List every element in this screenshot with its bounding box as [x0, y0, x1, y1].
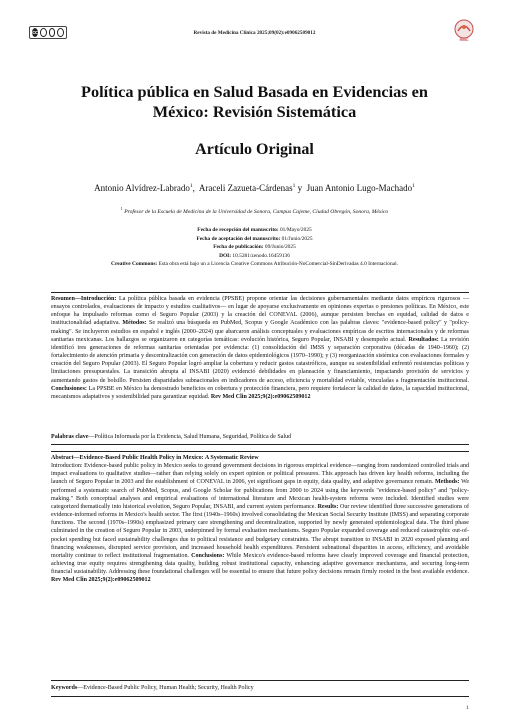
abstract-intro: Introduction: Evidence-based public policy in Mexico seeks to ground government decisions in rigorous empirical evidence—ranging from randomized controlled trials and impact evaluations to qualitative studies—rather than relying solely on expert opinion or political pressures. This approach has driven key health reforms, including the launch of Seguro Popular in 2003 and the establishment of CONEVAL in 2006, yet significant gaps in equity, data quality, and adaptive governance remain. [51, 463, 469, 486]
conclusiones-heading: Conclusiones: [51, 385, 87, 392]
abstract-conclusions: While Mexico's evidence-based reforms have clearly improved coverage and financial protection, achieving true equity requires strengthening data quality, building robust institutional capacity, enhancing adaptive governance mechanisms, and securing long-term financial sustainability. Addressing these foundational challenges will be essential to ensure that future policy decisions remain firmly rooted in the best available evidence. [51, 552, 469, 576]
author-separator: y [295, 183, 307, 193]
methods-heading: Methods: [433, 479, 460, 486]
author-affiliation-mark: 1 [189, 183, 193, 189]
date-published [0, 243, 509, 252]
resumen-citation: Rev Med Clin 2025;9(2):e09062509012 [209, 393, 311, 400]
page-number: 1 [466, 705, 469, 711]
date-value: 01/Mayo/2025 [278, 227, 312, 233]
divider [51, 451, 469, 452]
divider [51, 696, 469, 697]
author-list [30, 183, 479, 193]
article-title [30, 82, 479, 121]
date-label: Fecha de publicación: [213, 244, 264, 251]
date-label: Fecha de recepción del manuscrito: [197, 227, 279, 233]
resumen-conclusiones: La PPSBE en México ha demostrado beneficios en cobertura y protección financiera, pero requiere fortalecer la calidad de datos, la capacidad institucional, mecanismos adaptativos y sostenibilidad para garantizar equidad. [51, 385, 469, 400]
keywords-label: Keywords [51, 685, 78, 691]
author-separator: , [192, 183, 199, 193]
affiliation [30, 206, 479, 215]
abstract-citation: Rev Med Clin 2025;9(2):e09062509012 [51, 577, 151, 584]
title-line-2: México: Revisión Sistemática [152, 101, 357, 121]
journal-header: Revista de Medicina Clínica 2025;09(02):e09062509012 [193, 30, 316, 36]
affiliation-mark: 1 [120, 206, 123, 211]
resultados-heading: Resultados: [406, 336, 439, 343]
abstract-methods: We performed a systematic search of PubMed, Scopus, and Google Scholar for publications from 2000 to 2024 using the keywords "evidence-based policy" and "policy-making." Both conceptual analyses and empirical evaluations of international literature and Mexican health-system reforms were included. Identified studies were categorized thematically into historical evolution, Seguro Popular, INSABI, and current system performance. [51, 479, 469, 510]
resumen-metodos: Se realizó una búsqueda en PubMed, Scopus y Google Académico con las palabras claves: "evidence-based policy" y "policy-making". Se incluyeron estudios en español e inglés (2000–2024) que abarcaron análisis conceptuales y evaluaciones empíricas de escritos internacionales y de reformas sanitarias mexicanas. Los hallazgos se organizaron en categorías temáticas: evolución histórica, Seguro Popular, INSABI y desempeño actual. [51, 320, 469, 343]
resumen-paragraph [51, 295, 469, 401]
resumen-intro: La política pública basada en evidencia (PPSBE) propone orientar las decisiones gubernamentales mediante datos empíricos rigurosos —ensayos controlados, evaluaciones de impacto y estudios cualitativos— en lugar de apoyarse exclusivamente en opiniones expertas o presiones políticas. En México, este enfoque ha impulsado reformas como el Seguro Popular (2003) y la creación del CONEVAL (2006), aunque persisten brechas en equidad, calidad de datos e institucionalidad adaptativa. [51, 296, 469, 327]
divider [51, 292, 469, 293]
doi [0, 252, 509, 261]
publication-dates [0, 226, 509, 269]
author-name: Antonio Alvídrez-Labrado [94, 183, 190, 193]
doi-link[interactable]: 10.5281/zenodo.16459136 [231, 252, 290, 259]
date-value: 09/Junio/2025 [263, 244, 296, 251]
keywords-text: —Evidence-Based Public Policy, Human Health; Security, Health Policy [77, 685, 254, 691]
palabras-clave-text: —Política Informada por la Evidencia, Salud Humana, Seguridad, Política de Salud [88, 434, 292, 440]
results-heading: Results: [315, 503, 339, 510]
author-affiliation-mark: 1 [412, 183, 415, 189]
divider [51, 680, 469, 681]
title-line-1: Política pública en Salud Basada en Evidencias en [81, 82, 428, 101]
keywords [51, 684, 469, 692]
resumen-resultados: La revisión identificó tres generaciones de reformas sanitarias orientadas por evidencia: (1) consolidación del IMSS y separación corporativa (décadas de 1940–1960); (2) fortalecimiento de atención primaria y descentralización con generación de datos epidemiológicos (1970–1990); y (3) reorganización sistémica con evaluaciones formales y creación del Seguro Popular (2003). El Seguro Popular logró ampliar la cobertura y reducir gastos catastróficos, aunque su sostenibilidad enfrentó resistencias políticas y limitaciones presupuestales. La transición abrupta al INSABI (2020) evidenció debilidades en planeación y financiamiento, impactando provisión de servicios y aumentando gastos de bolsillo. Persisten disparidades subnacionales en indicadores de acceso, eficiencia y mortalidad evitable, vinculadas a fragmentación institucional. [51, 336, 469, 384]
creative-commons-notice [0, 260, 509, 269]
license-text: Esta obra está bajo un a Licencia Creative Commons Atribución-NoComercial-SinDerivadas 4.0 Internacional. [157, 261, 398, 268]
palabras-clave [51, 433, 469, 441]
palabras-clave-label: Palabras clave [51, 434, 89, 440]
date-value: 01/Junio/2025 [280, 235, 313, 242]
resumen-heading: Resumen—Introducción: [51, 296, 117, 302]
abstract-heading: Abstract—Evidence-Based Public Health Policy in Mexico: A Systematic Review [51, 455, 259, 461]
date-label: Creative Commons: [111, 261, 158, 268]
date-received [0, 226, 509, 235]
journal-logo-icon [452, 18, 476, 44]
date-label: DOI: [219, 252, 232, 259]
article-type: Artículo Original [195, 141, 314, 158]
abstract-paragraph [51, 454, 469, 585]
author-affiliation-mark: 1 [292, 183, 296, 189]
abstract-results: Our review identified three successive generations of evidence-informed reforms in Mexico's health sector. The first (1940s–1960s) involved consolidating the Mexican Social Security Institute (IMSS) and separating corporate functions. The second (1970s–1990s) emphasized primary care strengthening and decentralization, supported by newly generated epidemiological data. The third phase culminated in the creation of Seguro Popular in 2003, underpinned by formal evaluation mechanisms. Seguro Popular expanded coverage and reduced catastrophic out-of-pocket spending but faced sustainability challenges due to political resistance and budgetary constraints. The abrupt transition to INSABI in 2020 exposed planning and financing weaknesses, disrupted service provision, and increased household health expenditures. Persistent subnational disparities in access, efficiency, and avoidable mortality continue to reflect institutional fragmentation. [51, 503, 470, 559]
divider [51, 444, 469, 445]
cc-icon: cc [32, 29, 38, 36]
affiliation-text: Profesor de la Escuela de Medicina de la Universidad de Sonora, Campus Cajeme, Ciudad Obregón, Sonora, México [122, 208, 389, 215]
journal-logo-text: RMC [459, 37, 469, 42]
metodos-heading: Métodos: [120, 320, 147, 327]
author-name: Juan Antonio Lugo-Machado [306, 183, 413, 193]
date-label: Fecha de aceptación del manuscrito: [196, 235, 281, 242]
author-name: Araceli Zazueta-Cárdenas [198, 183, 293, 193]
conclusions-heading: Conclusions: [189, 552, 225, 559]
date-accepted [0, 235, 509, 244]
